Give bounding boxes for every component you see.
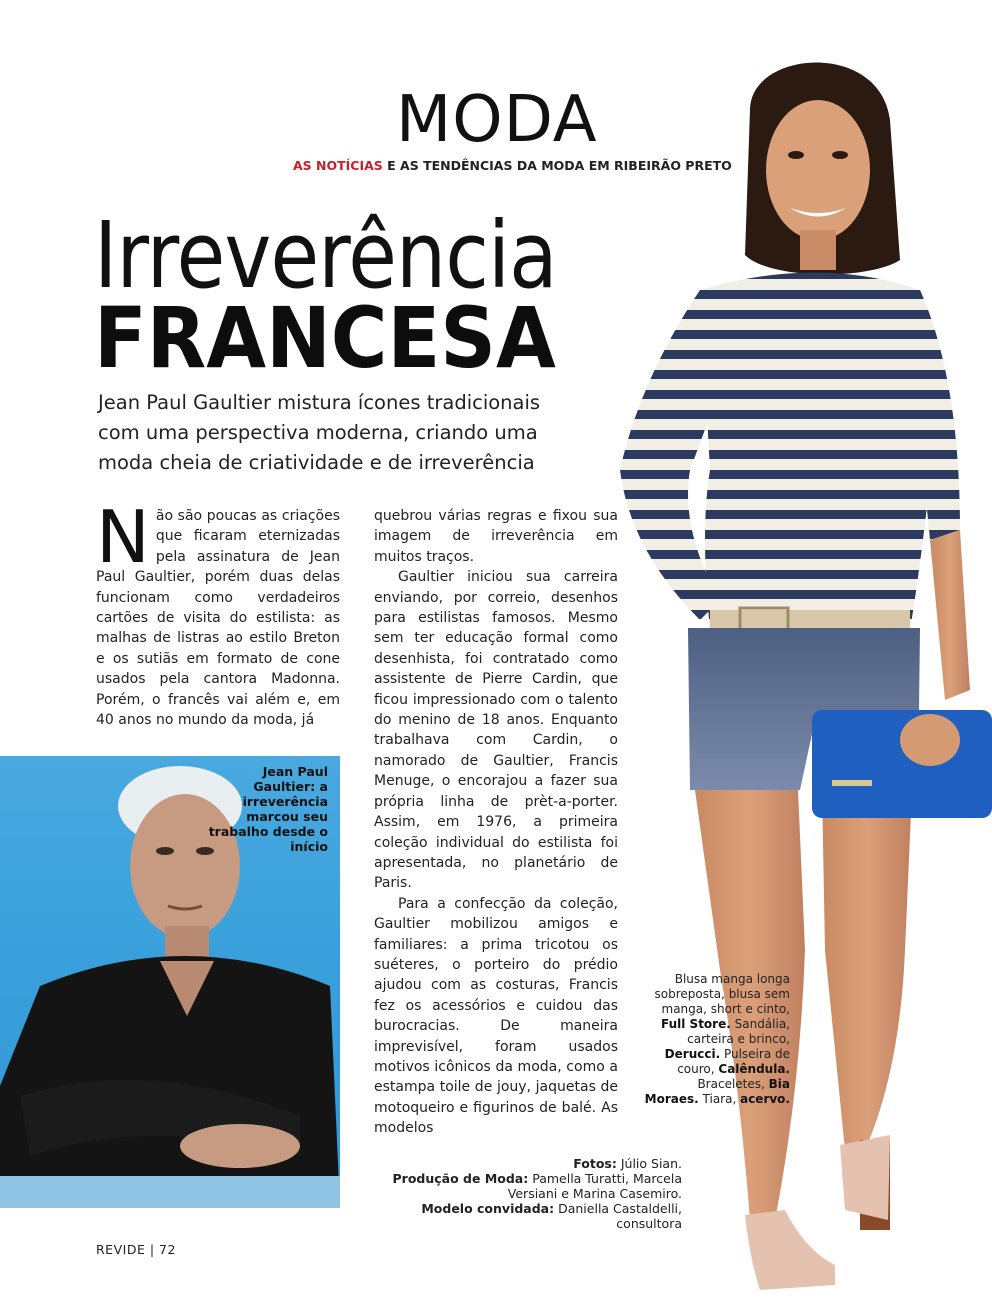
- body-paragraph-1: ão são poucas as criações que ficaram eternizadas pela assinatura de Jean Paul Gaultier, porém duas delas funcionam como verdadeiros cartões de visita do estilista: as malhas de listras ao estilo Breton e os sutiãs em formato de cone usados pela cantora Madonna. Porém, o francês vai além e, em 40 anos no mundo da moda, já: [96, 508, 340, 729]
- page-folio: [96, 1242, 176, 1257]
- model-illustration: [600, 50, 992, 1306]
- folio-separator: |: [149, 1242, 155, 1257]
- credit-model-value: Daniella Castaldelli, consultora: [554, 1201, 682, 1231]
- outfit-brand-5: acervo.: [740, 1092, 790, 1106]
- body-paragraph-4: Para a confecção da coleção, Gaultier mobilizou amigos e familiares: a prima tricotou os suéteres, o porteiro do prédio ajudou com as costuras, Francis fez os acessórios e cuidou das burocracias. De maneira imprevisível, foram usados motivos icônicos da moda, como a estampa toile de jouy, jaquetas de motoqueiro e figurinos de balé. As modelos: [374, 895, 618, 1137]
- body-paragraph-2: quebrou várias regras e fixou sua imagem de irreverência em muitos traços.: [374, 508, 618, 565]
- headline-line-1: Irreverência: [94, 202, 557, 309]
- outfit-text-4: Braceletes,: [697, 1077, 769, 1091]
- subtitle-rest: E AS TENDÊNCIAS DA MODA EM RIBEIRÃO PRETO: [382, 158, 732, 173]
- headline-line-2: FRANCESA: [94, 289, 556, 387]
- gaultier-photo: [0, 756, 340, 1208]
- magazine-name: REVIDE: [96, 1242, 146, 1257]
- body-column-2: [374, 506, 618, 1139]
- page-number: 72: [159, 1242, 176, 1257]
- production-credits: [360, 1156, 682, 1231]
- drop-cap: N: [96, 495, 150, 579]
- outfit-brand-2: Derucci.: [664, 1047, 721, 1061]
- outfit-brand-4: Bia Moraes.: [644, 1077, 790, 1106]
- credit-photos: [360, 1156, 682, 1171]
- outfit-credits: [640, 972, 790, 1107]
- photo-caption: Jean Paul Gaultier: a irreverência marcou seu trabalho desde o início: [208, 764, 328, 854]
- body-paragraph-3: Gaultier iniciou sua carreira enviando, por correio, desenhos para estilistas famosos. Mesmo sem ter educação formal como desenhista, foi contratado como assistente de Pierre Cardin, que ficou impressionado com o talento do menino de 18 anos. Enquanto trabalhava com Cardin, o namorado de Gaultier, Francis Menuge, o encorajou a fazer sua própria linha de prèt-a-porter. Assim, em 1976, a primeira coleção individual do estilista foi apresentada, no planetário de Paris.: [374, 569, 618, 892]
- section-title: MODA: [396, 83, 598, 157]
- body-column-1: [96, 495, 340, 730]
- outfit-text-5: Tiara,: [698, 1092, 741, 1106]
- credit-photos-label: Fotos:: [573, 1156, 617, 1171]
- credit-production-value: Pamella Turatti, Marcela Versiani e Marina Casemiro.: [507, 1171, 682, 1201]
- subtitle-accent: AS NOTÍCIAS: [293, 158, 383, 173]
- outfit-text-1: Blusa manga longa sobreposta, blusa sem manga, short e cinto,: [654, 972, 790, 1016]
- credit-production-label: Produção de Moda:: [392, 1171, 529, 1186]
- model-photo: [600, 50, 992, 1306]
- credit-model-label: Modelo convidada:: [421, 1201, 555, 1216]
- credit-production: [360, 1171, 682, 1201]
- credit-model: [360, 1201, 682, 1231]
- lead-paragraph: Jean Paul Gaultier mistura ícones tradicionais com uma perspectiva moderna, criando uma moda cheia de criatividade e de irreverência: [98, 391, 541, 474]
- outfit-brand-1: Full Store.: [661, 1017, 731, 1031]
- outfit-text-3: Pulseira de couro,: [677, 1047, 790, 1076]
- credit-photos-value: Júlio Sian.: [616, 1156, 682, 1171]
- outfit-brand-3: Calêndula.: [718, 1062, 790, 1076]
- outfit-text-2: Sandália, carteira e brinco,: [687, 1017, 790, 1046]
